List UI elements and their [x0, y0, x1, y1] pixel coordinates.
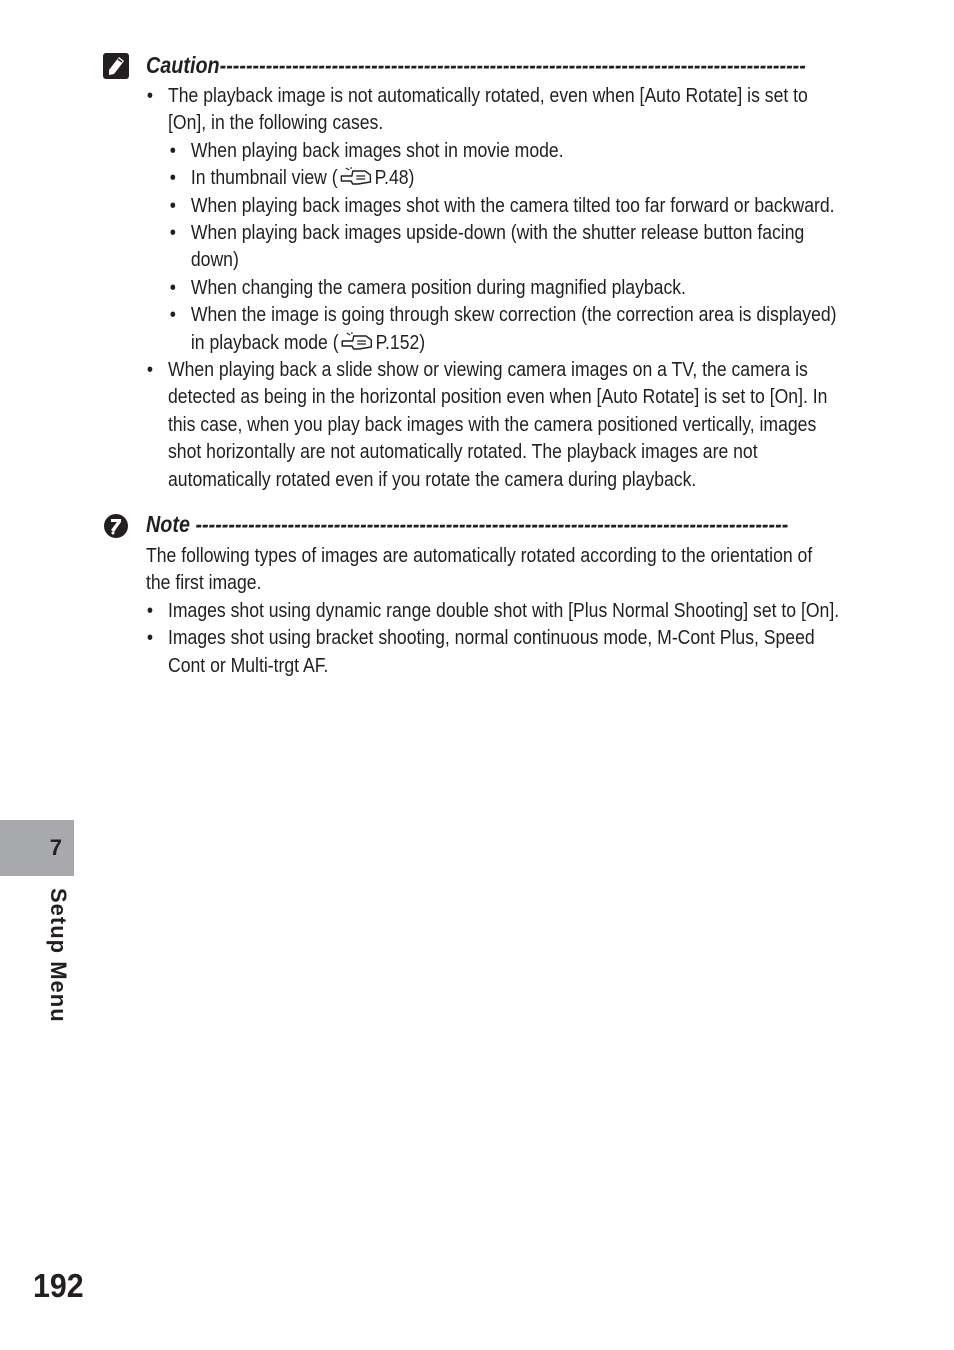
caution-subitems	[168, 138, 863, 357]
caution-body	[146, 83, 863, 494]
note-bullet	[146, 598, 859, 625]
caution-bullet-2	[146, 357, 863, 494]
caution-subitem	[169, 220, 863, 275]
note-bullet-text: Images shot using bracket shooting, normal continuous mode, M-Cont Plus, Speed	[168, 627, 815, 650]
note-intro-line-2: the first image.	[146, 572, 262, 595]
bullet-marker: •	[169, 276, 176, 299]
caution-bullet-2-line: automatically rotated even if you rotate the camera during playback.	[168, 468, 697, 491]
text-before-ref: In thumbnail view (	[190, 167, 338, 190]
caution-subitem	[169, 193, 863, 220]
caution-bullet-2-line: When playing back a slide show or viewing camera images on a TV, the camera is	[168, 359, 808, 382]
note-bullet-text: Images shot using dynamic range double shot with [Plus Normal Shooting] set to [On].	[168, 599, 840, 622]
caution-title-rule: -----------------------------------------------------------------------------------------	[219, 52, 806, 78]
bullet-marker: •	[169, 222, 176, 245]
note-title-rule: ------------------------------------------------------------------------------------------	[189, 511, 789, 537]
caution-subitem-text: When changing the camera position during magnified playback.	[190, 276, 686, 299]
page-number: 192	[33, 1267, 84, 1304]
caution-subitem-text: When the image is going through skew correction (the correction area is displayed)	[190, 304, 837, 327]
note-title: Note	[146, 511, 190, 537]
bullet-marker: •	[146, 599, 154, 622]
caution-subitem-text: When playing back images shot with the camera tilted too far forward or backward.	[190, 194, 835, 217]
note-heading	[102, 509, 856, 539]
caution-subitem	[169, 165, 863, 192]
caution-bullet-1	[146, 83, 863, 138]
pointing-hand-reference-icon	[339, 167, 374, 187]
caution-bullet-1-line-2: [On], in the following cases.	[168, 112, 384, 135]
caution-subitem	[169, 138, 863, 165]
caution-subitem-text: When playing back images upside-down (with the shutter release button facing	[190, 222, 805, 245]
caution-bullet-2-line: detected as being in the horizontal position even when [Auto Rotate] is set to [On]. In	[168, 386, 828, 409]
caution-subitem-text	[191, 165, 863, 192]
text-after-ref: )	[408, 167, 415, 190]
caution-subitem-text	[191, 330, 863, 357]
caution-subitem	[169, 275, 863, 302]
text-after-ref: )	[419, 331, 426, 354]
text-before-ref: in playback mode (	[190, 331, 339, 354]
note-intro-line-1: The following types of images are automatically rotated according to the orientation of	[146, 545, 813, 567]
bullet-marker: •	[169, 304, 176, 327]
bullet-marker: •	[169, 139, 176, 162]
chapter-number: 7	[49, 835, 62, 860]
caution-subitem	[169, 302, 863, 357]
bullet-marker: •	[169, 194, 176, 217]
bullet-marker: •	[169, 167, 176, 190]
note-bullet	[146, 625, 859, 680]
chapter-label: Setup Menu	[46, 888, 71, 1023]
note-bullets	[146, 598, 859, 680]
note-body	[146, 543, 859, 680]
note-icon	[102, 511, 130, 539]
caution-pencil-icon	[102, 52, 130, 80]
bullet-marker: •	[146, 359, 154, 382]
note-bullet-text: Cont or Multi-trgt AF.	[168, 654, 329, 677]
chapter-tab	[0, 820, 74, 876]
page-reference[interactable]: P.152	[375, 331, 420, 354]
caution-subitem-text: down)	[190, 249, 239, 272]
caution-bullet-2-line: shot horizontally are not automatically rotated. The playback images are not	[168, 441, 758, 464]
page-reference[interactable]: P.48	[374, 167, 409, 190]
bullet-marker: •	[146, 627, 154, 650]
caution-heading	[102, 50, 856, 80]
caution-title: Caution	[146, 52, 220, 78]
bullet-marker: •	[146, 85, 154, 107]
caution-subitem-text: When playing back images shot in movie mode.	[190, 139, 564, 162]
caution-bullet-1-line-1: The playback image is not automatically rotated, even when [Auto Rotate] is set to	[168, 85, 808, 107]
pointing-hand-reference-icon	[339, 332, 374, 352]
caution-bullet-2-line: this case, when you play back images with the camera positioned vertically, images	[168, 413, 817, 436]
